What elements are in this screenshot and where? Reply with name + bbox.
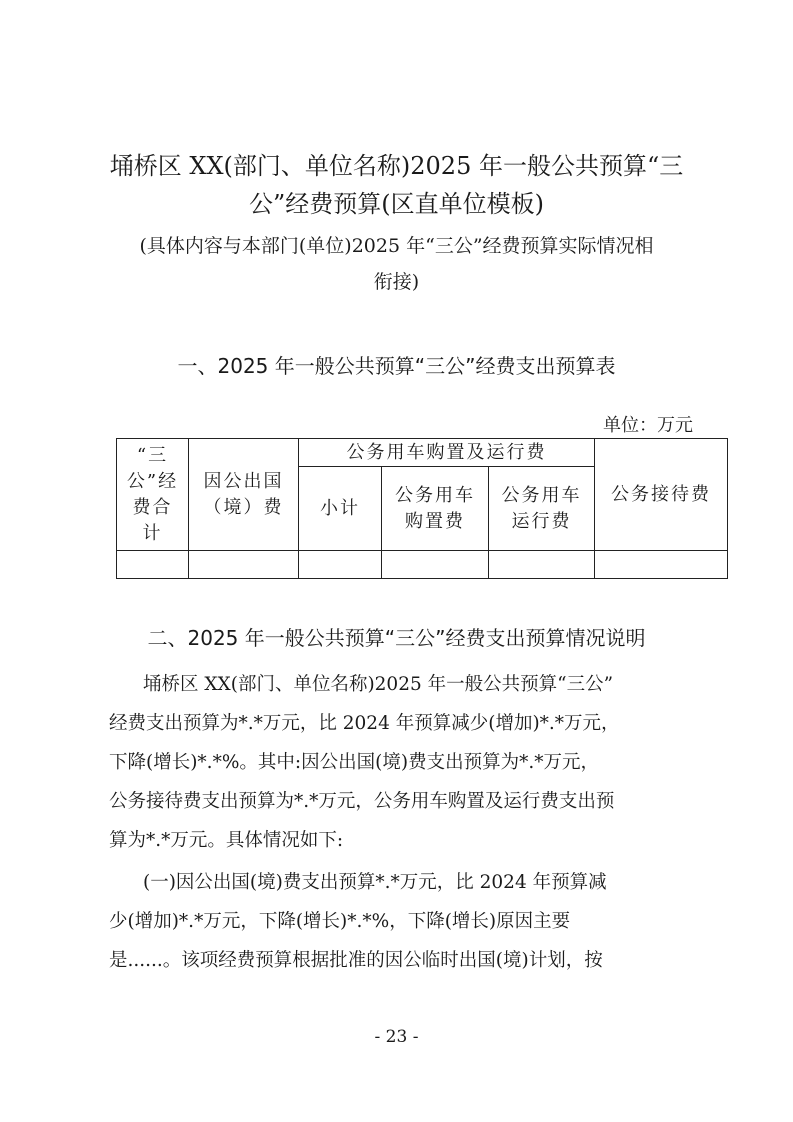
table-cell bbox=[299, 551, 382, 579]
header-vehicle-operation-line: 公务用车 bbox=[501, 484, 582, 506]
table-unit-label: 单位：万元 bbox=[603, 415, 693, 436]
header-total-cell bbox=[117, 439, 189, 551]
document-title-line-1: 埇桥区 XX(部门、单位名称)2025 年一般公共预算“三 bbox=[109, 152, 684, 180]
header-reception-cell: 公务接待费 bbox=[595, 439, 728, 551]
header-total-line: 公”经 bbox=[126, 470, 179, 492]
header-total-line: “三 bbox=[136, 444, 169, 466]
header-subtotal-cell: 小计 bbox=[299, 467, 382, 551]
paragraph-line: 算为*.*万元。具体情况如下: bbox=[109, 830, 344, 851]
header-vehicle-group-cell: 公务用车购置及运行费 bbox=[299, 439, 595, 467]
paragraph-line: (一)因公出国(境)费支出预算*.*万元，比 2024 年预算减 bbox=[143, 872, 607, 893]
document-subtitle-line-2: 衔接) bbox=[373, 271, 420, 293]
paragraph-line: 经费支出预算为*.*万元，比 2024 年预算减少(增加)*.*万元， bbox=[109, 713, 620, 734]
header-overseas-line: 因公出国 bbox=[203, 470, 284, 492]
section-2-heading: 二、2025 年一般公共预算“三公”经费支出预算情况说明 bbox=[147, 626, 646, 650]
paragraph-line: 下降(增长)*.*%。其中:因公出国(境)费支出预算为*.*万元， bbox=[109, 752, 599, 773]
header-total-line: 计 bbox=[142, 522, 163, 544]
header-overseas-line: （境）费 bbox=[203, 496, 284, 518]
table-cell bbox=[117, 551, 189, 579]
header-vehicle-purchase-line: 购置费 bbox=[405, 510, 465, 532]
header-vehicle-operation-cell bbox=[489, 467, 595, 551]
paragraph-line: 埇桥区 XX(部门、单位名称)2025 年一般公共预算“三公” bbox=[143, 674, 614, 695]
header-overseas-cell bbox=[189, 439, 299, 551]
table-cell bbox=[489, 551, 595, 579]
paragraph-line: 是......。该项经费预算根据批准的因公临时出国(境)计划，按 bbox=[109, 950, 603, 971]
page-number: - 23 - bbox=[374, 1027, 419, 1047]
paragraph-line: 公务接待费支出预算为*.*万元，公务用车购置及运行费支出预 bbox=[109, 791, 615, 812]
header-vehicle-operation-line: 运行费 bbox=[511, 510, 572, 532]
budget-table bbox=[116, 438, 728, 579]
document-title-line-2: 公”经费预算(区直单位模板) bbox=[249, 190, 544, 218]
table-cell bbox=[189, 551, 299, 579]
header-vehicle-purchase-cell bbox=[382, 467, 489, 551]
document-subtitle-line-1: (具体内容与本部门(单位)2025 年“三公”经费预算实际情况相 bbox=[139, 235, 654, 257]
header-total-line: 费合 bbox=[132, 496, 173, 518]
table-cell bbox=[382, 551, 489, 579]
paragraph-line: 少(增加)*.*万元，下降(增长)*.*%，下降(增长)原因主要 bbox=[109, 911, 571, 932]
table-row bbox=[117, 551, 728, 579]
table-cell bbox=[595, 551, 728, 579]
header-vehicle-purchase-line: 公务用车 bbox=[395, 484, 475, 506]
section-1-heading: 一、2025 年一般公共预算“三公”经费支出预算表 bbox=[177, 354, 616, 378]
